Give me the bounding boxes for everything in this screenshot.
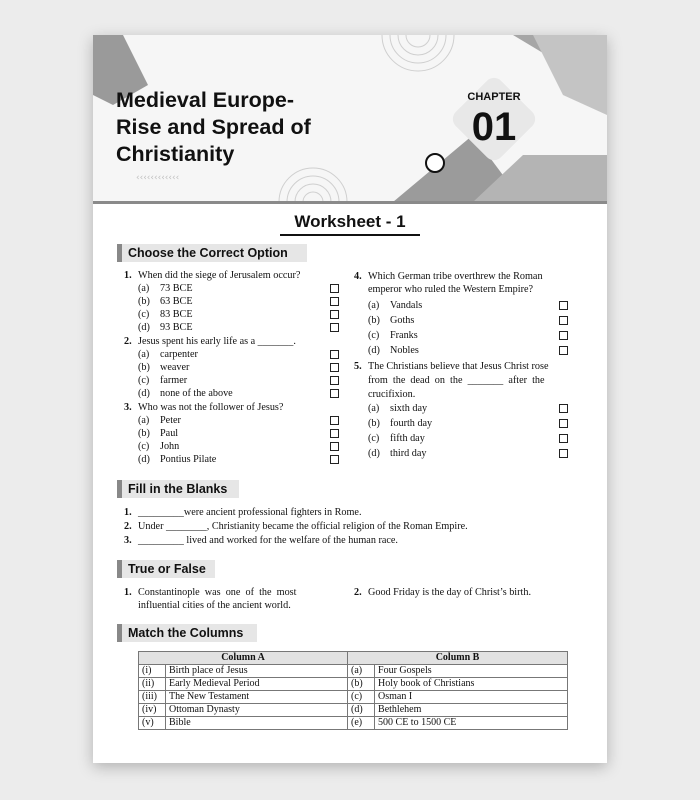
- section-choose-correct-option: Choose the Correct Option: [117, 244, 307, 262]
- truefalse-line-1: Constantinople was one of the most: [138, 587, 297, 598]
- chapter-number: 01: [471, 105, 517, 149]
- mcq-5-option-a-checkbox[interactable]: [559, 404, 568, 413]
- mcq-3-option-d: (d) Pontius Pilate: [138, 454, 217, 465]
- mcq-4-option-b: (b) Goths: [368, 315, 415, 326]
- mcq-1-option-d-checkbox[interactable]: [330, 323, 339, 332]
- section-match-the-columns: Match the Columns: [117, 624, 257, 642]
- mcq-4-option-b-checkbox[interactable]: [559, 316, 568, 325]
- mcq-4-option-d-checkbox[interactable]: [559, 346, 568, 355]
- mcq-3-option-d-checkbox[interactable]: [330, 455, 339, 464]
- worksheet-page: ‹‹‹‹‹‹‹‹‹‹‹‹ Medieval Europe- Rise and Spread of Christianity CHAPTER 01 Worksheet - 1 Choose the Correct Option 1. When did the siege of Jerusalem occur? (a) 73 BCE (b) 63 BCE (c) 83 BCE (d) 93 BCE 2. Jesus spent his early life as a _______. (a) carpenter (b) weaver (c) farmer (d) none of the above 3. Who was not the follower of Jesus? (a) Peter (b) Paul (c) John (d) Pontius Pilate 4. Which German tribe overthrew the Roman emperor who ruled the Western Empire? (a) Vandals (b) Goths (c) Franks (d) Nobles 5. The Christians believe that Jesus Christ rose from the dead on the _______ after the crucifixion. (a) sixth day (b) fourth day (c) fifth day (d) third day Fill in the Blanks 1. _________were ancient professional fighters in Rome. 2. Under ________, Christianity became the official religion of the Roman Empire. 3. _________ lived and worked for the welfare of the human race. True or False 1. Constantinople was one of the most influential cities of the ancient world. 2. Good Friday is the day of Christ’s birth. Match the Columns Column A Column B (i) Birth place of Jesus (a) Four Gospels (ii) Early Medieval Period (b) Holy book of Christians (iii) The New Testament (c) Osman I (iv) Ottoman Dynasty (d) Bethlehem (v) Bible (e) 500 CE to 1500 CE: [93, 35, 607, 763]
- mcq-4-option-a: (a) Vandals: [368, 300, 423, 311]
- mcq-1-option-b: (b) 63 BCE: [138, 296, 193, 307]
- mcq-4-option-c: (c) Franks: [368, 330, 418, 341]
- table-row: (ii) Early Medieval Period (b) Holy book of Christians: [139, 678, 568, 691]
- question-text-line-2: from the dead on the _______ after the: [368, 375, 545, 386]
- question-number: 5.: [354, 361, 362, 372]
- mcq-5-option-c: (c) fifth day: [368, 433, 425, 444]
- mcq-3-option-a-checkbox[interactable]: [330, 416, 339, 425]
- mcq-3-option-b-checkbox[interactable]: [330, 429, 339, 438]
- mcq-2-option-c-checkbox[interactable]: [330, 376, 339, 385]
- question-text-line-2: emperor who ruled the Western Empire?: [368, 284, 534, 295]
- match-table: [138, 651, 568, 730]
- mcq-5-option-c-checkbox[interactable]: [559, 434, 568, 443]
- mcq-1-option-c-checkbox[interactable]: [330, 310, 339, 319]
- fill-text: _________ lived and worked for the welfare of the human race.: [138, 535, 398, 546]
- mcq-1-option-c: (c) 83 BCE: [138, 309, 193, 320]
- mcq-3-option-b: (b) Paul: [138, 428, 179, 439]
- truefalse-line-1: Good Friday is the day of Christ’s birth.: [368, 587, 531, 598]
- mcq-5-option-d: (d) third day: [368, 448, 427, 459]
- mcq-1-option-b-checkbox[interactable]: [330, 297, 339, 306]
- mcq-2-option-a-checkbox[interactable]: [330, 350, 339, 359]
- truefalse-line-2: influential cities of the ancient world.: [138, 600, 291, 611]
- question-number: 1.: [124, 270, 132, 281]
- column-b-header: Column B: [348, 652, 568, 665]
- mcq-1-option-a: (a) 73 BCE: [138, 283, 193, 294]
- mcq-2-option-b-checkbox[interactable]: [330, 363, 339, 372]
- chapter-title-line-3: Christianity: [116, 142, 235, 166]
- chapter-label: CHAPTER: [467, 91, 521, 103]
- worksheet-title-underline: [280, 234, 420, 236]
- worksheet-title: Worksheet - 1: [294, 212, 406, 231]
- mcq-1-option-d: (d) 93 BCE: [138, 322, 193, 333]
- mcq-3-option-c: (c) John: [138, 441, 180, 452]
- question-text: Who was not the follower of Jesus?: [138, 402, 284, 413]
- header-divider: [93, 201, 607, 204]
- mcq-2-option-b: (b) weaver: [138, 362, 190, 373]
- table-row: (iii) The New Testament (c) Osman I: [139, 691, 568, 704]
- chapter-title: [116, 87, 356, 168]
- question-number: 2.: [124, 336, 132, 347]
- mcq-5-option-d-checkbox[interactable]: [559, 449, 568, 458]
- mcq-2-option-d-checkbox[interactable]: [330, 389, 339, 398]
- mcq-5-option-b-checkbox[interactable]: [559, 419, 568, 428]
- section-fill-in-the-blanks: Fill in the Blanks: [117, 480, 239, 498]
- concentric-arcs-bottom: [279, 168, 347, 202]
- mcq-1-option-a-checkbox[interactable]: [330, 284, 339, 293]
- question-number: 4.: [354, 271, 362, 282]
- question-text: When did the siege of Jerusalem occur?: [138, 270, 301, 281]
- mcq-5-option-a: (a) sixth day: [368, 403, 428, 414]
- mcq-4-option-c-checkbox[interactable]: [559, 331, 568, 340]
- column-a-header: Column A: [139, 652, 348, 665]
- chapter-badge: [450, 75, 538, 163]
- match-table-header: [139, 652, 568, 665]
- section-true-or-false: True or False: [117, 560, 215, 578]
- question-text: Jesus spent his early life as a _______.: [138, 336, 296, 347]
- mcq-4-option-a-checkbox[interactable]: [559, 301, 568, 310]
- question-text-line-3: crucifixion.: [368, 389, 416, 400]
- chevron-pattern: ‹‹‹‹‹‹‹‹‹‹‹‹: [136, 173, 180, 183]
- mcq-2-option-a: (a) carpenter: [138, 349, 198, 360]
- mcq-3-option-c-checkbox[interactable]: [330, 442, 339, 451]
- fill-text: _________were ancient professional fighters in Rome.: [138, 507, 362, 518]
- question-text-line-1: Which German tribe overthrew the Roman: [368, 271, 543, 282]
- mcq-2-option-c: (c) farmer: [138, 375, 188, 386]
- mcq-3-option-a: (a) Peter: [138, 415, 181, 426]
- question-number: 3.: [124, 402, 132, 413]
- table-row: (i) Birth place of Jesus (a) Four Gospels: [139, 665, 568, 678]
- table-row: (iv) Ottoman Dynasty (d) Bethlehem: [139, 704, 568, 717]
- question-text-line-1: The Christians believe that Jesus Christ rose: [368, 361, 549, 372]
- fill-text: Under ________, Christianity became the official religion of the Roman Empire.: [138, 521, 468, 532]
- chapter-title-line-2: Rise and Spread of: [116, 115, 311, 139]
- mcq-4-option-d: (d) Nobles: [368, 345, 419, 356]
- table-row: (v) Bible (e) 500 CE to 1500 CE: [139, 717, 568, 730]
- chapter-title-line-1: Medieval Europe-: [116, 88, 295, 112]
- mcq-5-option-b: (b) fourth day: [368, 418, 433, 429]
- mcq-2-option-d: (d) none of the above: [138, 388, 233, 399]
- chapter-header: [93, 35, 607, 202]
